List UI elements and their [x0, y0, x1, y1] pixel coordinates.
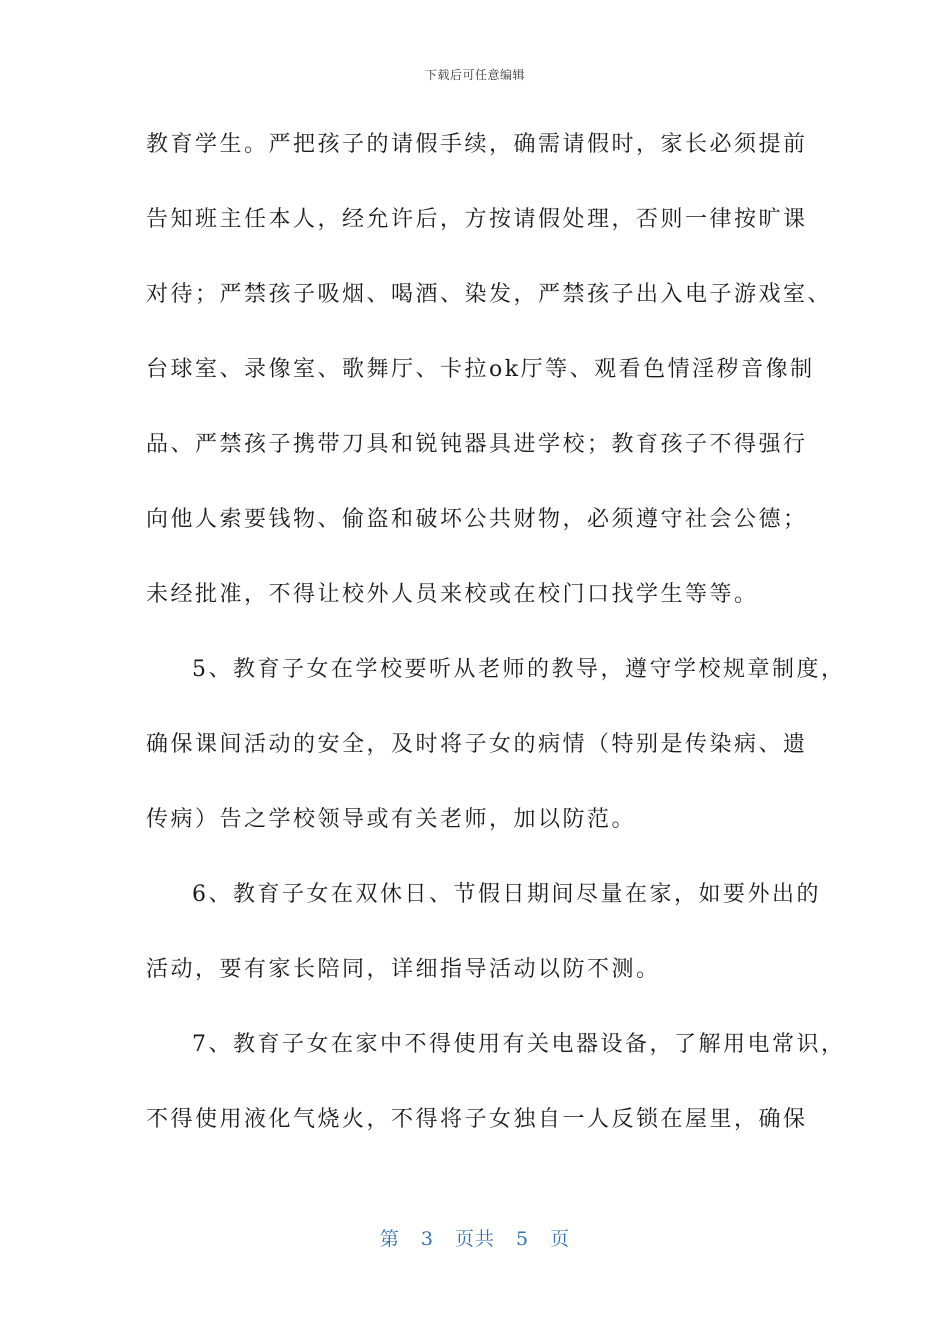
text-line: 告知班主任本人，经允许后，方按请假处理，否则一律按旷课 [146, 207, 808, 232]
text-line: 教育学生。严把孩子的请假手续，确需请假时，家长必须提前 [146, 132, 808, 157]
text-line: 不得使用液化气烧火，不得将子女独自一人反锁在屋里，确保 [146, 1107, 808, 1132]
page-footer: 第 3 页共 5 页 [379, 1228, 571, 1250]
body-text [146, 122, 846, 1172]
page-header: 下载后可任意编辑 [424, 68, 525, 82]
text-line: 未经批准，不得让校外人员来校或在校门口找学生等等。 [146, 582, 759, 607]
text-line: 向他人索要钱物、偷盗和破坏公共财物，必须遵守社会公德； [146, 507, 808, 532]
text-line: 品、严禁孩子携带刀具和锐钝器具进学校；教育孩子不得强行 [146, 432, 808, 457]
text-line: 台球室、录像室、歌舞厅、卡拉ok厅等、观看色情淫秽音像制 [146, 357, 815, 382]
text-line: 7、教育子女在家中不得使用有关电器设备，了解用电常识， [192, 1032, 846, 1057]
text-line: 传病）告之学校领导或有关老师，加以防范。 [146, 807, 637, 832]
text-line: 6、教育子女在双休日、节假日期间尽量在家，如要外出的 [192, 882, 821, 907]
text-line: 确保课间活动的安全，及时将子女的病情（特别是传染病、遗 [146, 732, 808, 757]
text-line: 5、教育子女在学校要听从老师的教导，遵守学校规章制度， [192, 657, 846, 682]
text-line: 对待；严禁孩子吸烟、喝酒、染发，严禁孩子出入电子游戏室、 [146, 282, 833, 307]
text-line: 活动，要有家长陪同，详细指导活动以防不测。 [146, 957, 661, 982]
